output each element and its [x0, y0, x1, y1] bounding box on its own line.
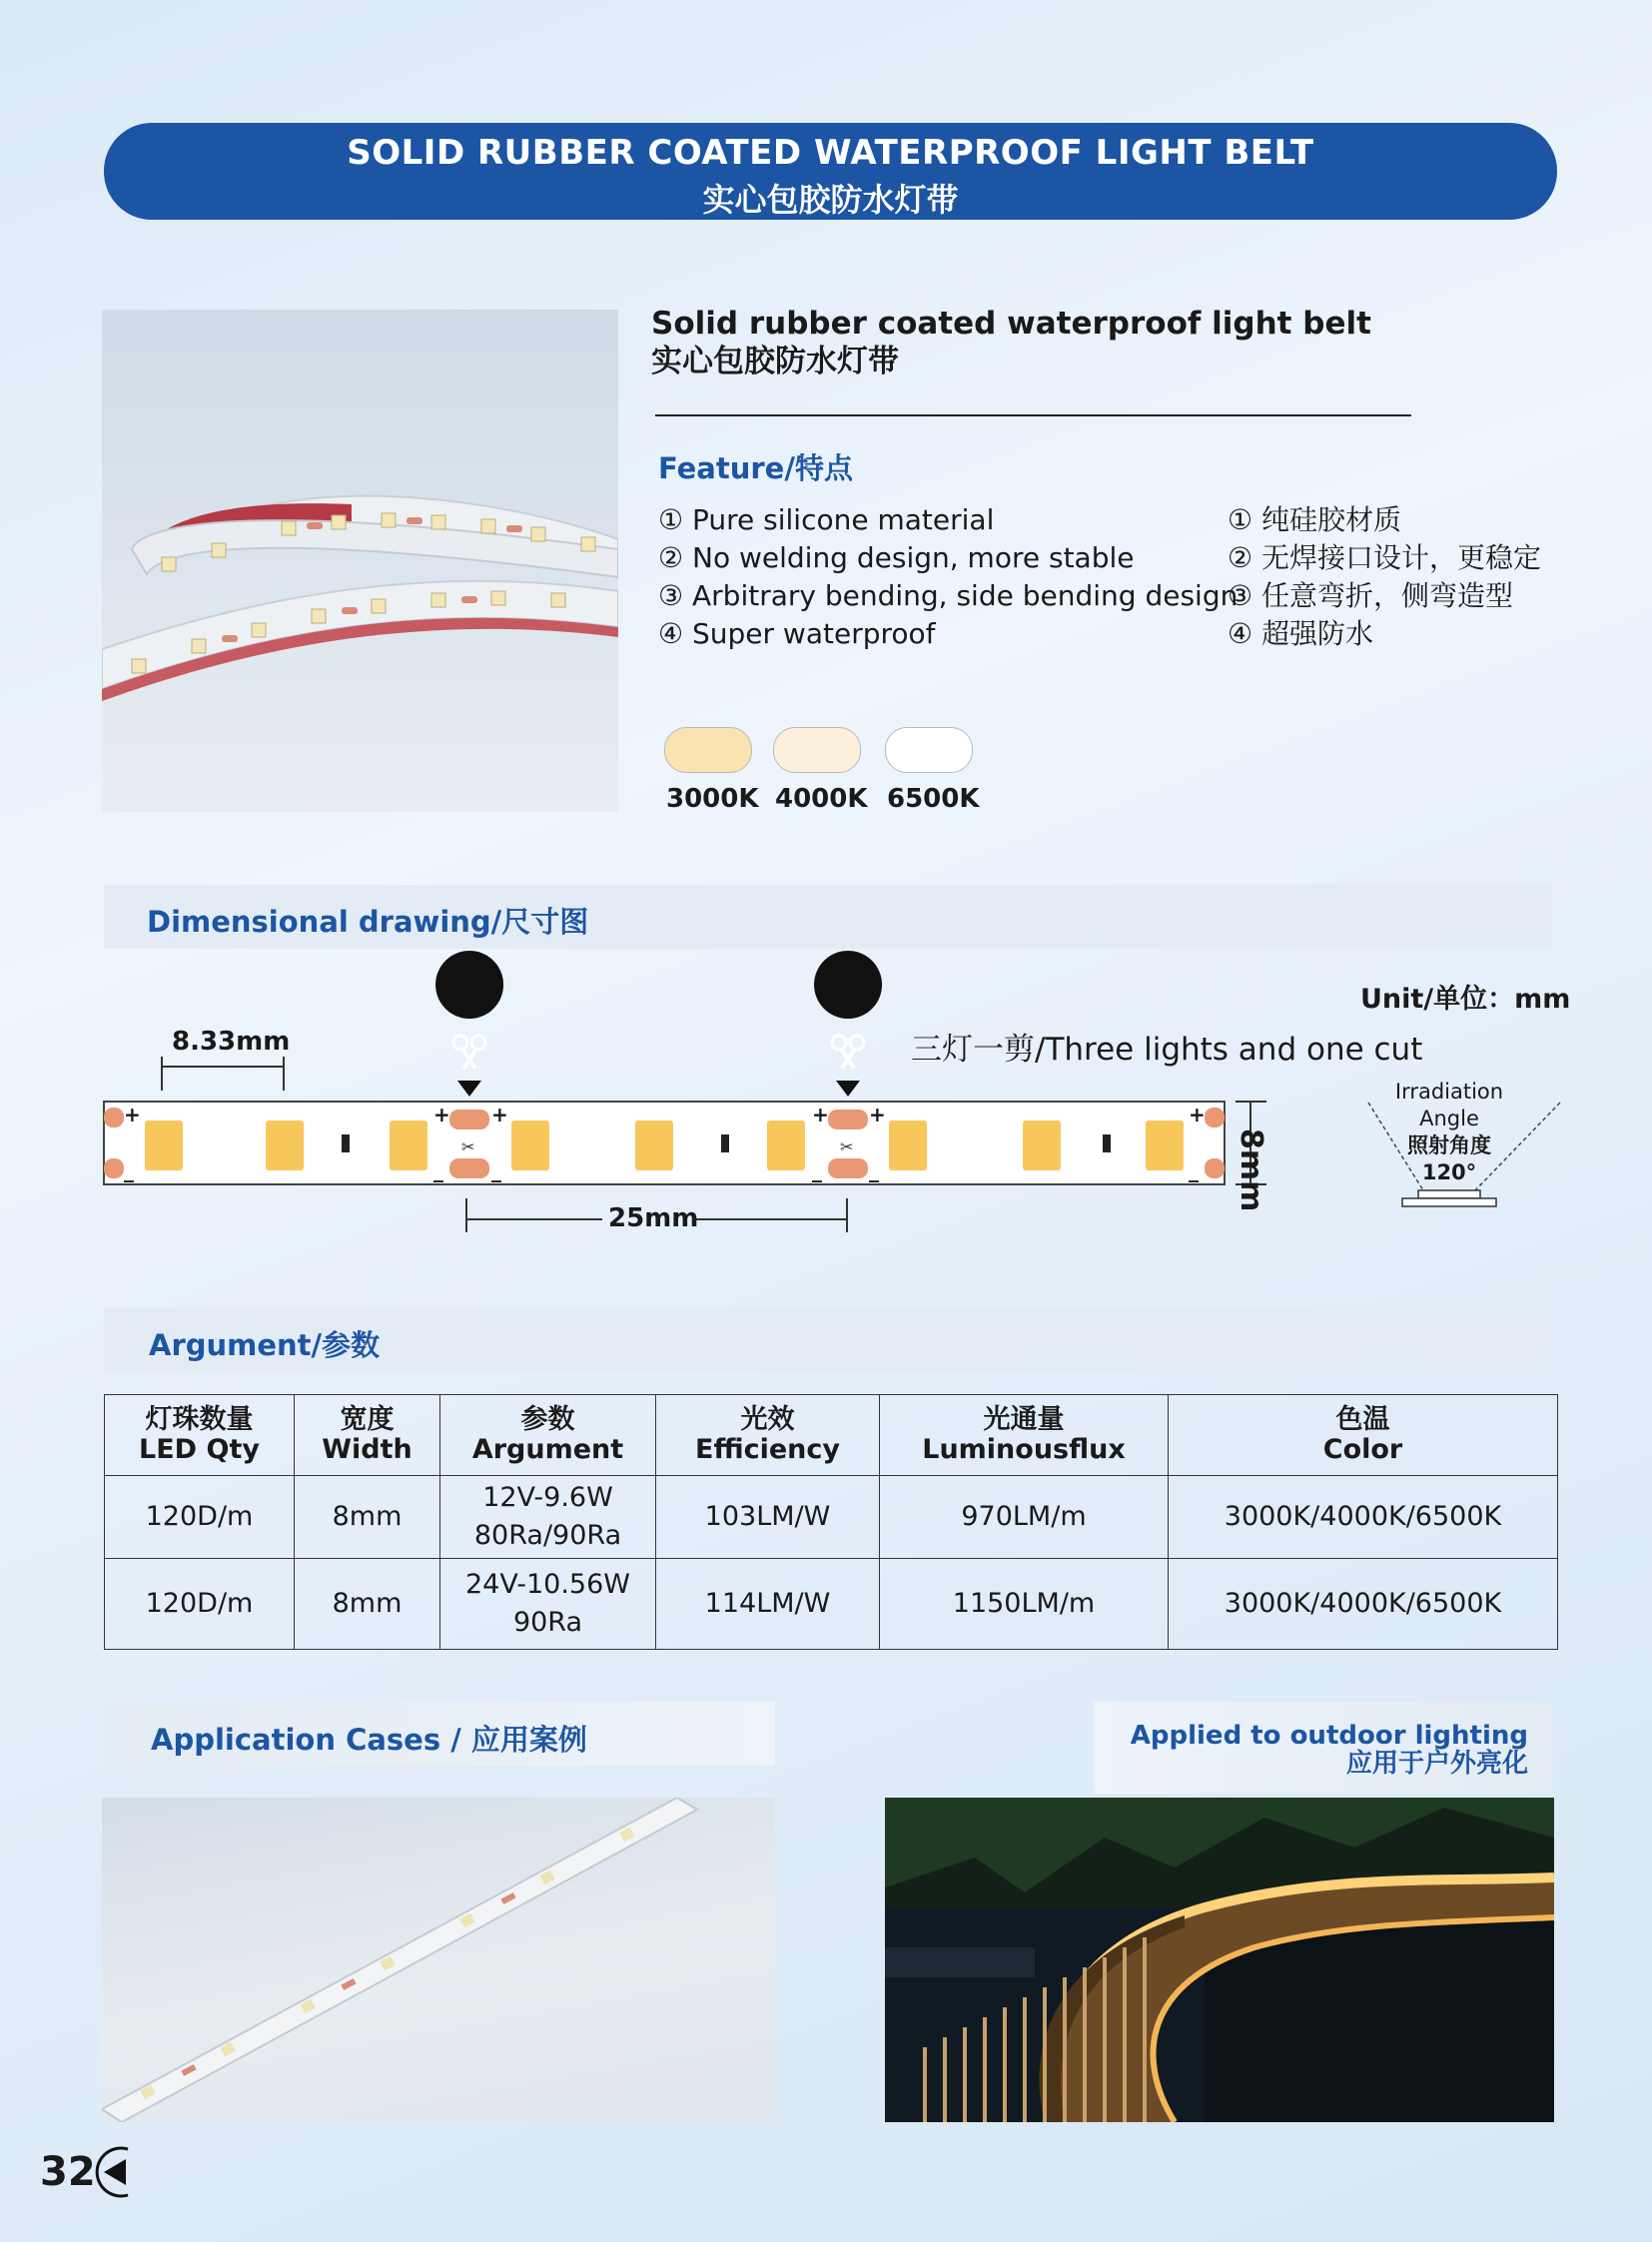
- cut-length-label: 25mm: [608, 1203, 699, 1233]
- cell-width: 8mm: [295, 1559, 440, 1650]
- feature-item: ② 无焊接口设计，更稳定: [1228, 541, 1542, 574]
- feature-item: ① Pure silicone material: [658, 503, 995, 536]
- cut-label: 三灯一剪/Three lights and one cut: [911, 1032, 1423, 1068]
- spec-table: [104, 1394, 1558, 1650]
- svg-text:✂: ✂: [461, 1137, 475, 1156]
- angle-title-cn: 照射角度: [1407, 1133, 1491, 1157]
- page-number: 32: [40, 2149, 96, 2195]
- irradiation-angle: [1364, 1079, 1534, 1186]
- minus-mark: _: [1189, 1158, 1199, 1182]
- caption-en: Applied to outdoor lighting: [1130, 1721, 1528, 1751]
- feature-item: ④ 超强防水: [1228, 617, 1374, 650]
- col-header: 光通量 Luminousflux: [880, 1395, 1169, 1476]
- color-label: 3000K: [666, 784, 759, 814]
- angle-title: Irradiation Angle: [1394, 1080, 1504, 1130]
- minus-mark: _: [491, 1158, 501, 1182]
- plus-mark: +: [1189, 1103, 1206, 1126]
- argument-heading: Argument/参数: [149, 1328, 381, 1362]
- feature-item: ③ 任意弯折，侧弯造型: [1228, 579, 1514, 612]
- cell-width: 8mm: [295, 1476, 440, 1559]
- col-header: 宽度 Width: [295, 1395, 440, 1476]
- plus-mark: +: [869, 1103, 886, 1126]
- cell-efficiency: 103LM/W: [656, 1476, 880, 1559]
- feature-item: ④ Super waterproof: [658, 617, 936, 650]
- color-label: 4000K: [775, 784, 868, 814]
- minus-mark: _: [869, 1158, 879, 1182]
- minus-mark: _: [812, 1158, 822, 1182]
- col-header: 灯珠数量 LED Qty: [105, 1395, 295, 1476]
- unit-label: Unit/单位：mm: [1360, 984, 1571, 1015]
- feature-heading: Feature/特点: [658, 451, 853, 485]
- arrow-left-icon: [82, 2145, 132, 2199]
- cell-flux: 1150LM/m: [880, 1559, 1169, 1650]
- width-label: 8mm: [1234, 1128, 1268, 1212]
- scissors-icon: [814, 951, 882, 1097]
- scissors-icon: [435, 951, 503, 1097]
- caption-cn: 应用于户外亮化: [1345, 1749, 1528, 1779]
- pitch-label: 8.33mm: [172, 1027, 291, 1057]
- cell-color: 3000K/4000K/6500K: [1169, 1476, 1558, 1559]
- color-label: 6500K: [887, 784, 980, 814]
- col-header: 参数 Argument: [440, 1395, 656, 1476]
- application-photo-strip: [102, 1798, 775, 2122]
- col-header: 色温 Color: [1169, 1395, 1558, 1476]
- angle-value: 120°: [1421, 1160, 1477, 1184]
- feature-item: ① 纯硅胶材质: [1228, 503, 1402, 536]
- banner-title-cn: 实心包胶防水灯带: [702, 181, 959, 219]
- minus-mark: _: [433, 1158, 443, 1182]
- svg-text:✂: ✂: [840, 1137, 854, 1156]
- dimensional-heading: Dimensional drawing/尺寸图: [147, 905, 589, 939]
- cell-argument: 24V-10.56W 90Ra: [440, 1559, 656, 1650]
- application-caption: [1109, 1722, 1528, 1778]
- feature-item: ③ Arbitrary bending, side bending design: [658, 579, 1239, 612]
- product-name-cn: 实心包胶防水灯带: [651, 344, 899, 379]
- table-row: [105, 1559, 1558, 1650]
- cell-qty: 120D/m: [105, 1559, 295, 1650]
- table-header-row: [105, 1395, 1558, 1476]
- cell-efficiency: 114LM/W: [656, 1559, 880, 1650]
- minus-mark: _: [124, 1158, 134, 1182]
- cell-color: 3000K/4000K/6500K: [1169, 1559, 1558, 1650]
- feature-item: ② No welding design, more stable: [658, 541, 1135, 574]
- banner-title-en: SOLID RUBBER COATED WATERPROOF LIGHT BELT: [347, 133, 1314, 173]
- cell-qty: 120D/m: [105, 1476, 295, 1559]
- plus-mark: +: [124, 1103, 141, 1126]
- product-name-en: Solid rubber coated waterproof light belt: [651, 306, 1371, 342]
- plus-mark: +: [812, 1103, 829, 1126]
- cell-flux: 970LM/m: [880, 1476, 1169, 1559]
- col-header: 光效 Efficiency: [656, 1395, 880, 1476]
- cell-argument: 12V-9.6W 80Ra/90Ra: [440, 1476, 656, 1559]
- plus-mark: +: [491, 1103, 508, 1126]
- plus-mark: +: [433, 1103, 450, 1126]
- application-photo-outdoor: [885, 1798, 1554, 2122]
- application-heading: Application Cases / 应用案例: [151, 1723, 587, 1757]
- table-row: [105, 1476, 1558, 1559]
